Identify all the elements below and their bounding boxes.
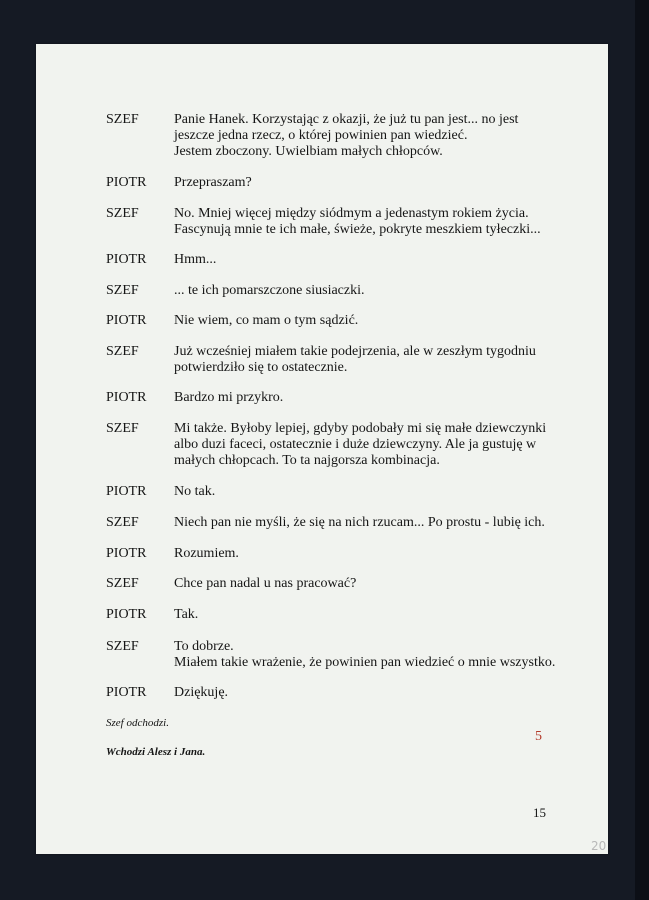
speech-line: potwierdziło się to ostatecznie. xyxy=(174,360,348,375)
speaker-label: PIOTR xyxy=(106,175,147,190)
speaker-label: SZEF xyxy=(106,206,139,221)
speech-line: Jestem zboczony. Uwielbiam małych chłopców. xyxy=(174,144,443,159)
speaker-label: SZEF xyxy=(106,639,139,654)
speech-line: No. Mniej więcej między siódmym a jedenastym rokiem życia. xyxy=(174,206,529,221)
speech-line: Miałem takie wrażenie, że powinien pan wiedzieć o mnie wszystko. xyxy=(174,655,556,670)
speech-line: Przepraszam? xyxy=(174,175,252,190)
speech-line: Już wcześniej miałem takie podejrzenia, ale w zeszłym tygodniu xyxy=(174,344,536,359)
speaker-label: PIOTR xyxy=(106,607,147,622)
speech-line: Nie wiem, co mam o tym sądzić. xyxy=(174,313,359,328)
script-page xyxy=(36,44,608,854)
scan-border xyxy=(635,0,649,900)
speaker-label: PIOTR xyxy=(106,252,147,267)
speech-line: jeszcze jedna rzecz, o której powinien pan wiedzieć. xyxy=(174,128,468,143)
speech-line: Fascynują mnie te ich małe, świeże, pokryte meszkiem tyłeczki... xyxy=(174,222,541,237)
speaker-label: SZEF xyxy=(106,112,139,127)
speech-line: Tak. xyxy=(174,607,199,622)
speaker-label: SZEF xyxy=(106,283,139,298)
page-number: 15 xyxy=(533,805,546,820)
speech-line: Bardzo mi przykro. xyxy=(174,390,284,405)
stage-direction: Wchodzi Alesz i Jana. xyxy=(106,746,206,758)
stage-direction: Szef odchodzi. xyxy=(106,717,169,729)
scene-number: 5 xyxy=(535,729,542,744)
speech-line: ... te ich pomarszczone siusiaczki. xyxy=(174,283,365,298)
speaker-label: SZEF xyxy=(106,515,139,530)
speaker-label: SZEF xyxy=(106,576,139,591)
speech-line: Mi także. Byłoby lepiej, gdyby podobały mi się małe dziewczynki xyxy=(174,421,547,436)
speech-line: Rozumiem. xyxy=(174,546,239,561)
speech-line: Panie Hanek. Korzystając z okazji, że już tu pan jest... no jest xyxy=(174,112,519,127)
speech-line: Hmm... xyxy=(174,252,217,267)
speech-line: To dobrze. xyxy=(174,639,234,654)
speaker-label: PIOTR xyxy=(106,546,147,561)
speaker-label: PIOTR xyxy=(106,685,147,700)
pencil-annotation: 20 xyxy=(591,839,607,853)
speaker-label: PIOTR xyxy=(106,390,147,405)
speech-line: Dziękuję. xyxy=(174,685,229,700)
speaker-label: SZEF xyxy=(106,421,139,436)
speaker-label: PIOTR xyxy=(106,313,147,328)
speech-line: Niech pan nie myśli, że się na nich rzucam... Po prostu - lubię ich. xyxy=(174,515,545,530)
speech-line: No tak. xyxy=(174,484,216,499)
speech-line: albo duzi faceci, ostatecznie i duże dziewczyny. Ale ja gustuję w xyxy=(174,437,537,452)
speaker-label: SZEF xyxy=(106,344,139,359)
speech-line: małych chłopcach. To ta najgorsza kombinacja. xyxy=(174,453,440,468)
speaker-label: PIOTR xyxy=(106,484,147,499)
speech-line: Chce pan nadal u nas pracować? xyxy=(174,576,357,591)
